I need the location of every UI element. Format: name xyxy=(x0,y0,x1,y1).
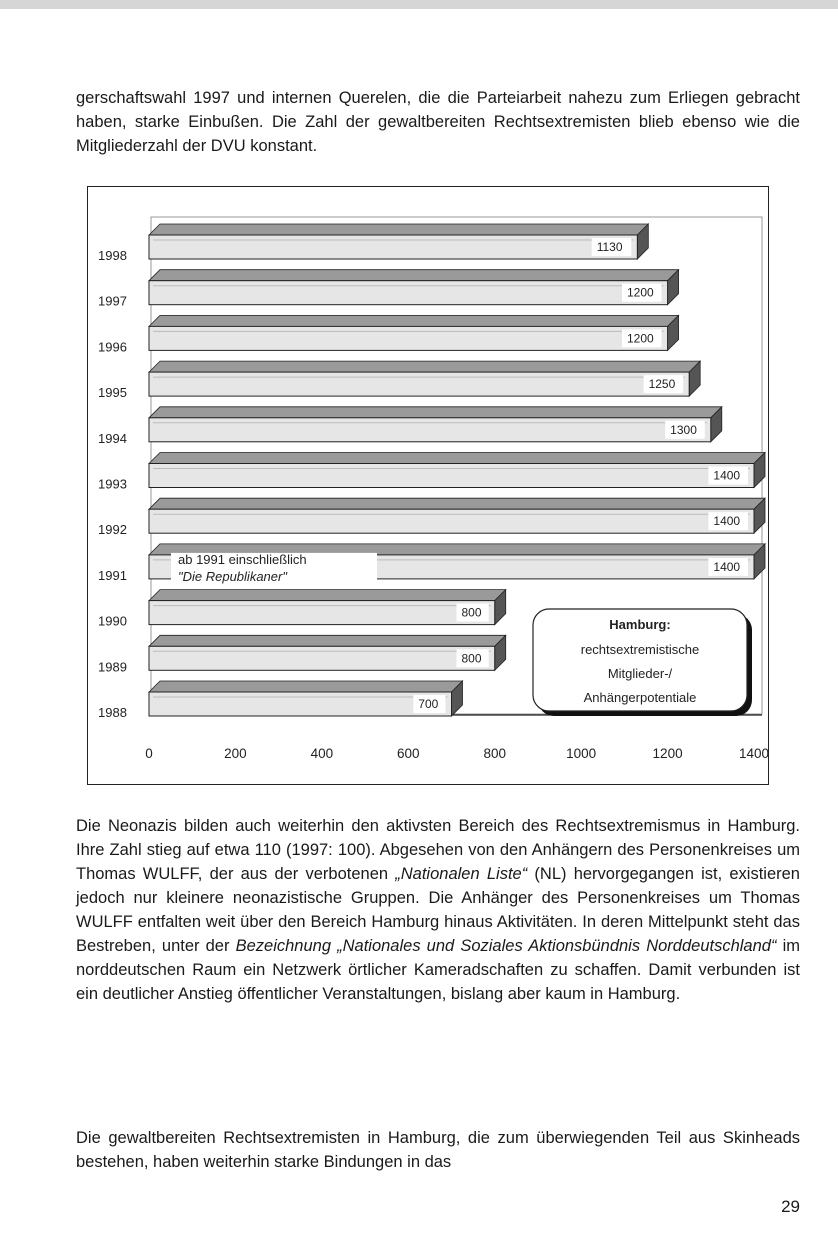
page-number: 29 xyxy=(781,1197,800,1216)
paragraph-2-emphasis-1: „Nationalen Liste“ xyxy=(395,865,528,883)
y-tick-label-1993: 1993 xyxy=(98,476,127,492)
annotation-1991-line1: ab 1991 einschließlich xyxy=(178,551,307,567)
top-scan-line xyxy=(0,0,838,9)
value-label-1994: 1300 xyxy=(670,422,697,437)
y-tick-label-1990: 1990 xyxy=(98,613,127,629)
bar-1995 xyxy=(149,372,689,396)
y-tick-label-1994: 1994 xyxy=(98,430,127,446)
y-tick-label-1988: 1988 xyxy=(98,705,127,720)
value-label-1997: 1200 xyxy=(626,285,654,300)
chart-frame xyxy=(87,186,769,785)
bar-top-1994 xyxy=(149,407,722,418)
annotation-1991-line2: "Die Republikaner" xyxy=(178,568,287,584)
value-label-1996: 1200 xyxy=(626,331,654,346)
bar-1992 xyxy=(149,509,754,533)
paragraph-2-part-b: (NL) hervorgegangen ist, existieren jedoch nur kleinere neonazistische Gruppen. Die Anhänger des Personenkreises um Thomas WULFF entfalten weit über den Bereich Hamburg hinaus Aktivitäten. In deren Mittelpunkt steht das Bestreben, unter der xyxy=(76,865,800,955)
value-label-1988: 700 xyxy=(418,697,439,711)
title-box-line3: Mitglieder-/ xyxy=(607,666,673,681)
value-label-1991: 1400 xyxy=(713,559,741,574)
x-tick-label-1000: 1000 xyxy=(566,746,597,761)
paragraph-1: gerschaftswahl 1997 und internen Querelen, die die Parteiarbeit nahezu zum Erliegen gebracht haben, starke Einbußen. Die Zahl der gewaltbereiten Rechtsextremisten blieb ebenso wie die Mitgliederzahl der DVU konstant. xyxy=(76,89,800,155)
paragraph-2-emphasis-2: Bezeichnung „Nationales und Soziales Aktionsbündnis Norddeutschland“ xyxy=(235,937,777,955)
y-tick-label-1992: 1992 xyxy=(98,522,127,538)
bar-1998 xyxy=(149,235,637,259)
x-tick-label-1400: 1400 xyxy=(738,746,770,761)
bar-1993 xyxy=(149,464,754,488)
bar-1989 xyxy=(149,646,495,670)
value-label-1993: 1400 xyxy=(713,468,741,483)
y-tick-label-1995: 1995 xyxy=(98,385,127,401)
y-tick-label-1991: 1991 xyxy=(98,567,127,583)
bar-1996 xyxy=(149,326,668,350)
paragraph-2 xyxy=(76,814,800,1006)
y-tick-label-1997: 1997 xyxy=(98,293,127,309)
bar-1990 xyxy=(149,601,495,625)
title-box-line1: Hamburg: xyxy=(609,617,671,632)
y-tick-label-1989: 1989 xyxy=(98,659,127,675)
value-label-1995: 1250 xyxy=(648,377,676,392)
x-tick-label-0: 0 xyxy=(145,746,153,761)
value-label-1992: 1400 xyxy=(713,514,741,529)
bar-1994 xyxy=(149,418,711,442)
paragraph-2-part-c: im norddeutschen Raum ein Netzwerk örtlicher Kameradschaften zu schaffen. Damit verbunden ist ein deutlicher Anstieg öffentlicher Veranstaltungen, bislang aber kaum in Hamburg. xyxy=(76,937,800,1003)
bar-top-1997 xyxy=(149,270,679,281)
x-tick-label-800: 800 xyxy=(483,746,506,761)
y-tick-label-1998: 1998 xyxy=(98,248,127,263)
x-tick-label-400: 400 xyxy=(310,746,334,761)
bar-top-1992 xyxy=(149,498,765,509)
title-box-line4: Anhängerpotentiale xyxy=(583,690,697,705)
bar-top-1995 xyxy=(149,361,700,372)
bar-1997 xyxy=(149,281,668,305)
value-label-1989: 800 xyxy=(461,651,482,666)
bar-top-1996 xyxy=(149,315,679,326)
value-label-1990: 800 xyxy=(461,605,482,620)
x-tick-label-600: 600 xyxy=(397,746,420,761)
bar-chart xyxy=(88,187,770,786)
x-tick-label-200: 200 xyxy=(224,746,247,761)
y-tick-label-1996: 1996 xyxy=(98,339,127,355)
value-label-1998: 1130 xyxy=(596,240,623,254)
paragraph-3: Die gewaltbereiten Rechtsextremisten in Hamburg, die zum überwiegenden Teil aus Skinheads bestehen, haben weiterhin starke Bindungen in das xyxy=(76,1129,800,1171)
paragraph-2-part-a: Die Neonazis bilden auch weiterhin den aktivsten Bereich des Rechtsextremismus in Hamburg. Ihre Zahl stieg auf etwa 110 (1997: 100). Abgesehen von den Anhängern des Personenkreises um Thomas WULFF, der aus der verbotenen xyxy=(76,817,800,883)
bar-top-1998 xyxy=(149,224,648,235)
title-box-line2: rechtsextremistische xyxy=(580,642,700,657)
bar-top-1990 xyxy=(149,590,506,601)
x-tick-label-1200: 1200 xyxy=(652,746,683,761)
bar-1988 xyxy=(149,692,452,716)
bar-top-1989 xyxy=(149,635,506,646)
bar-top-1988 xyxy=(149,681,463,692)
bar-top-1993 xyxy=(149,453,765,464)
